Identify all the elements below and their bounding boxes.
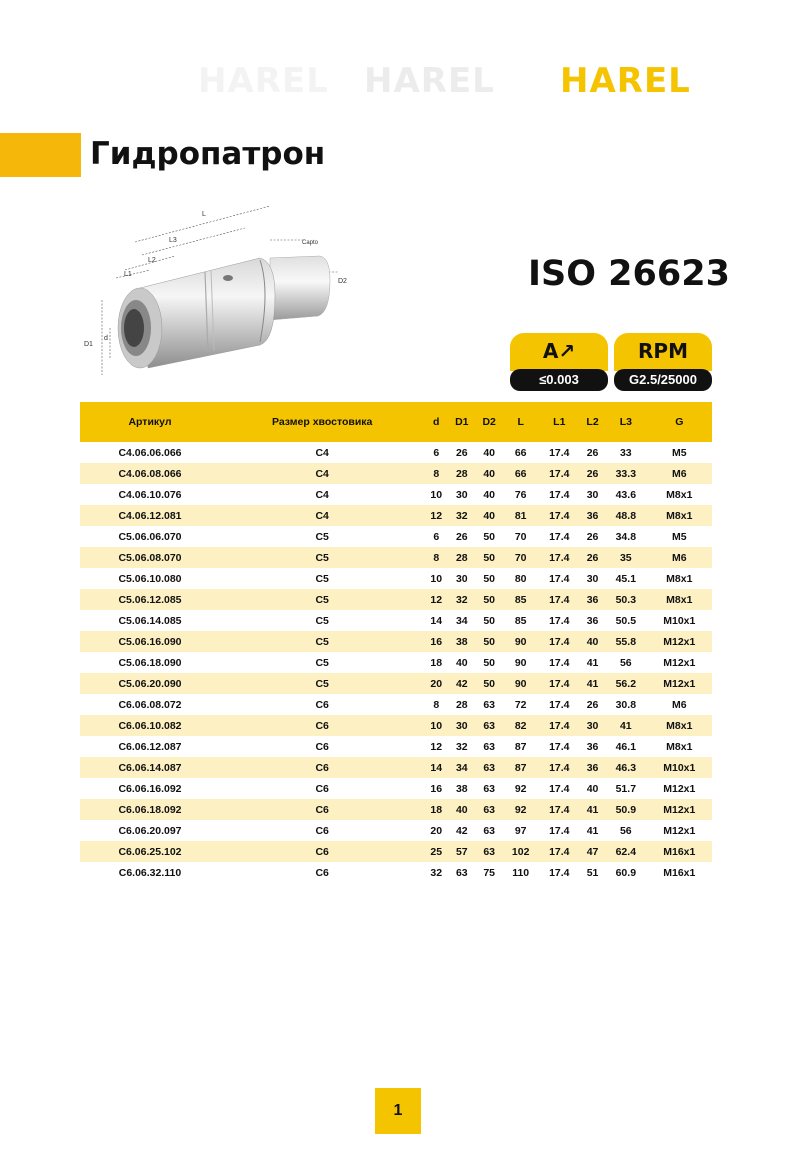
table-cell: 66 (514, 446, 527, 459)
table-cell: C6 (220, 757, 424, 778)
table-cell: C6 (315, 740, 329, 753)
table-cell: 87 (514, 740, 527, 753)
table-cell: 36 (586, 740, 599, 753)
col-header-d: d (424, 402, 448, 442)
table-cell: C4 (315, 446, 329, 459)
table-row (80, 799, 712, 820)
brand-logo: HAREL (560, 61, 691, 101)
table-cell: 90 (514, 656, 527, 669)
table-cell: C6.06.32.110 (118, 866, 182, 879)
table-cell: 110 (512, 866, 530, 879)
table-cell: M12x1 (663, 782, 696, 795)
table-cell: 63 (475, 799, 502, 820)
table-cell: C4.06.12.081 (80, 505, 220, 526)
table-cell: 18 (430, 656, 443, 669)
label-D2: D2 (338, 278, 347, 285)
table-cell: 17.4 (549, 530, 570, 543)
table-cell: 17.4 (549, 656, 570, 669)
table-cell: 40 (475, 505, 502, 526)
table-cell: 51 (586, 866, 599, 879)
table-cell: 17.4 (549, 740, 570, 753)
table-cell: 17.4 (549, 698, 570, 711)
table-cell: M8x1 (647, 715, 712, 736)
table-cell: C5.06.20.090 (80, 673, 220, 694)
page-number: 1 (375, 1088, 421, 1134)
table-cell: 40 (448, 799, 475, 820)
table-cell: 38 (448, 631, 475, 652)
table-cell: 12 (430, 740, 443, 753)
table-cell: 30.8 (615, 698, 637, 711)
col-header-L1: L1 (539, 402, 581, 442)
table-cell: 90 (503, 673, 539, 694)
table-cell: C6 (315, 698, 329, 711)
table-cell: 70 (503, 547, 539, 568)
table-cell: 34 (455, 614, 468, 627)
label-L1: L1 (124, 271, 132, 278)
table-cell: C6 (220, 841, 424, 862)
table-cell: 102 (503, 841, 539, 862)
table-cell: 50 (483, 656, 495, 669)
table-cell: 80 (514, 572, 527, 585)
table-cell: 26 (586, 698, 599, 711)
table-cell: 17.4 (549, 446, 570, 459)
table-cell: 32 (455, 740, 468, 753)
table-cell: 55.8 (605, 631, 647, 652)
table-cell: M6 (647, 547, 712, 568)
table-cell: 62.4 (605, 841, 647, 862)
table-cell: 56 (619, 656, 632, 669)
table-cell: C5.06.06.070 (118, 530, 182, 543)
table-cell: C5.06.14.085 (118, 614, 182, 627)
table-cell: 34.8 (615, 530, 637, 543)
accuracy-label: A↗ (542, 339, 576, 363)
table-cell: 32 (430, 866, 443, 879)
table-cell: 63 (475, 715, 502, 736)
table-row (80, 547, 712, 568)
col-header-D1: D1 (448, 402, 475, 442)
table-cell: 17.4 (549, 488, 570, 501)
table-cell: 17.4 (549, 572, 570, 585)
table-cell: M12x1 (663, 656, 696, 669)
table-cell: 48.8 (605, 505, 647, 526)
table-cell: 28 (448, 547, 475, 568)
table-cell: M10x1 (663, 614, 696, 627)
table-cell: M12x1 (647, 673, 712, 694)
table-row (80, 820, 712, 841)
table-cell: 46.3 (605, 757, 647, 778)
table-row (80, 463, 712, 484)
table-cell: 81 (503, 505, 539, 526)
table-cell: 14 (430, 614, 443, 627)
table-row (80, 862, 712, 883)
table-row (80, 694, 712, 715)
table-cell: 30 (455, 572, 468, 585)
table-cell: C4 (220, 463, 424, 484)
col-header-L3: L3 (605, 402, 647, 442)
label-L: L (202, 211, 206, 218)
table-cell: 17.4 (539, 631, 581, 652)
accuracy-value: ≤0.003 (510, 369, 608, 391)
table-cell: 41 (586, 656, 599, 669)
table-cell: 47 (580, 841, 605, 862)
table-cell: 40 (586, 782, 599, 795)
table-cell: 17.4 (539, 589, 581, 610)
table-cell: 46.1 (615, 740, 637, 753)
table-cell: M5 (672, 446, 687, 459)
brand-logo-faded-1: HAREL (198, 61, 329, 101)
table-cell: 76 (514, 488, 527, 501)
table-cell: 17.4 (539, 547, 581, 568)
table-cell: C5.06.08.070 (80, 547, 220, 568)
table-cell: C5.06.18.090 (118, 656, 182, 669)
table-row (80, 505, 712, 526)
table-row (80, 526, 712, 547)
table-cell: 28 (448, 463, 475, 484)
table-cell: 17.4 (549, 782, 570, 795)
table-cell: C6.06.10.082 (80, 715, 220, 736)
table-cell: 17.4 (549, 824, 570, 837)
label-d: d (104, 335, 108, 342)
table-cell: 40 (475, 463, 502, 484)
table-cell: 57 (448, 841, 475, 862)
table-cell: 41 (580, 799, 605, 820)
table-cell: 63 (483, 698, 495, 711)
table-cell: C6 (315, 782, 329, 795)
standard-label: ISO 26623 (528, 254, 730, 294)
table-cell: 26 (455, 446, 468, 459)
table-cell: C6.06.25.102 (80, 841, 220, 862)
table-cell: 87 (503, 757, 539, 778)
table-cell: 14 (424, 757, 448, 778)
table-cell: 30 (580, 715, 605, 736)
table-cell: M8x1 (666, 740, 693, 753)
table-cell: 40 (483, 488, 495, 501)
label-L3: L3 (169, 237, 177, 244)
table-cell: C4 (315, 488, 329, 501)
table-cell: M8x1 (666, 572, 693, 585)
table-cell: M12x1 (647, 631, 712, 652)
table-cell: 32 (448, 589, 475, 610)
table-cell: M6 (672, 698, 687, 711)
table-cell: 18 (424, 799, 448, 820)
table-cell: 12 (424, 505, 448, 526)
table-row (80, 715, 712, 736)
table-cell: 30 (586, 488, 599, 501)
table-cell: 63 (483, 782, 495, 795)
table-cell: 82 (503, 715, 539, 736)
spec-table (80, 402, 712, 883)
table-cell: 75 (483, 866, 495, 879)
table-cell: 38 (455, 782, 468, 795)
table-cell: 10 (430, 572, 443, 585)
table-cell: 20 (424, 673, 448, 694)
rpm-badge (614, 333, 712, 393)
table-cell: C6.06.12.087 (118, 740, 182, 753)
table-cell: 50.5 (615, 614, 637, 627)
col-header-L: L (503, 402, 539, 442)
table-cell: 17.4 (539, 715, 581, 736)
table-row (80, 631, 712, 652)
col-header-D2: D2 (475, 402, 502, 442)
table-cell: 6 (433, 530, 440, 543)
table-cell: 30 (448, 715, 475, 736)
table-row (80, 610, 712, 631)
table-cell: 45.1 (615, 572, 637, 585)
table-cell: 72 (514, 698, 527, 711)
table-cell: C6.06.20.097 (118, 824, 182, 837)
table-cell: M12x1 (663, 824, 696, 837)
brand-logo-faded-2: HAREL (364, 61, 495, 101)
table-cell: 40 (483, 446, 495, 459)
label-D1: D1 (84, 341, 93, 348)
table-cell: 17.4 (539, 463, 581, 484)
table-cell: 17.4 (549, 866, 570, 879)
col-header-article: Артикул (80, 402, 220, 442)
table-cell: 50.3 (605, 589, 647, 610)
rpm-value: G2.5/25000 (614, 369, 712, 391)
table-cell: C4.06.06.066 (118, 446, 182, 459)
table-cell: 20 (430, 824, 443, 837)
table-cell: 41 (580, 673, 605, 694)
table-cell: C5.06.16.090 (80, 631, 220, 652)
table-cell: C6 (220, 799, 424, 820)
table-cell: C4.06.08.066 (80, 463, 220, 484)
table-cell: C6.06.14.087 (80, 757, 220, 778)
table-cell: 10 (424, 715, 448, 736)
table-cell: 30 (455, 488, 468, 501)
table-cell: M10x1 (647, 757, 712, 778)
table-cell: C5 (220, 547, 424, 568)
table-row (80, 568, 712, 589)
table-cell: 35 (605, 547, 647, 568)
table-cell: 17.4 (549, 614, 570, 627)
table-cell: 40 (455, 656, 468, 669)
table-cell: 36 (580, 589, 605, 610)
table-cell: 17.4 (539, 505, 581, 526)
table-cell: C5 (315, 656, 329, 669)
table-cell: 41 (605, 715, 647, 736)
table-cell: 63 (455, 866, 468, 879)
holder-shank (270, 256, 330, 320)
table-cell: 28 (455, 698, 468, 711)
table-row (80, 484, 712, 505)
table-row (80, 673, 712, 694)
table-cell: 36 (580, 505, 605, 526)
table-cell: 26 (580, 547, 605, 568)
table-cell: 33 (619, 446, 632, 459)
table-cell: 70 (514, 530, 527, 543)
table-cell: 92 (503, 799, 539, 820)
table-cell: M6 (647, 463, 712, 484)
table-cell: 32 (448, 505, 475, 526)
table-cell: C4 (220, 505, 424, 526)
table-cell: 50 (483, 530, 495, 543)
table-cell: C4.06.10.076 (118, 488, 182, 501)
table-cell: C6.06.18.092 (80, 799, 220, 820)
table-cell: C5 (315, 572, 329, 585)
table-cell: 97 (514, 824, 527, 837)
table-cell: 17.4 (539, 673, 581, 694)
table-cell: C5.06.10.080 (118, 572, 182, 585)
table-row (80, 757, 712, 778)
table-cell: 8 (424, 547, 448, 568)
table-cell: 92 (514, 782, 527, 795)
table-cell: 25 (424, 841, 448, 862)
table-cell: 90 (503, 631, 539, 652)
table-cell: 43.6 (615, 488, 637, 501)
table-body (80, 442, 712, 883)
table-cell: 41 (586, 824, 599, 837)
table-cell: 63 (483, 824, 495, 837)
table-row (80, 442, 712, 463)
table-cell: C6 (315, 824, 329, 837)
table-cell: 63 (475, 841, 502, 862)
table-cell: C5 (220, 673, 424, 694)
table-cell: M5 (672, 530, 687, 543)
table-row (80, 589, 712, 610)
table-cell: M16x1 (663, 866, 696, 879)
table-row (80, 778, 712, 799)
table-cell: C6.06.08.072 (118, 698, 182, 711)
table-cell: 8 (433, 698, 440, 711)
col-header-L2: L2 (580, 402, 605, 442)
table-cell: 16 (424, 631, 448, 652)
table-cell: 26 (586, 446, 599, 459)
col-header-shank-size: Размер хвостовика (220, 402, 424, 442)
table-cell: M16x1 (647, 841, 712, 862)
table-cell: 50 (483, 614, 495, 627)
table-cell: 51.7 (615, 782, 637, 795)
title-accent-bar (0, 133, 81, 177)
table-cell: C5.06.12.085 (80, 589, 220, 610)
label-L2: L2 (148, 257, 156, 264)
accuracy-badge (510, 333, 608, 393)
table-cell: 30 (586, 572, 599, 585)
table-cell: 10 (430, 488, 443, 501)
table-header-row (80, 402, 712, 442)
table-cell: 50 (475, 631, 502, 652)
table-cell: 40 (580, 631, 605, 652)
label-capto: Capto (302, 240, 319, 246)
table-cell: C6 (315, 866, 329, 879)
table-cell: 50 (483, 572, 495, 585)
table-cell: 66 (503, 463, 539, 484)
table-cell: 60.9 (615, 866, 637, 879)
table-cell: M8x1 (647, 589, 712, 610)
table-cell: 34 (448, 757, 475, 778)
table-cell: 33.3 (605, 463, 647, 484)
table-cell: 50.9 (605, 799, 647, 820)
table-cell: 50 (475, 547, 502, 568)
page-title: Гидропатрон (90, 136, 326, 172)
table-cell: 12 (424, 589, 448, 610)
table-row (80, 736, 712, 757)
table-cell: 6 (433, 446, 440, 459)
table-row (80, 652, 712, 673)
table-cell: 26 (455, 530, 468, 543)
table-cell: M8x1 (647, 505, 712, 526)
table-cell: M12x1 (647, 799, 712, 820)
table-row (80, 841, 712, 862)
holder-nose (118, 288, 162, 368)
table-cell: 42 (455, 824, 468, 837)
table-cell: 42 (448, 673, 475, 694)
table-cell: 63 (475, 757, 502, 778)
table-cell: C6 (220, 715, 424, 736)
rpm-label: RPM (638, 339, 688, 363)
table-cell: 56.2 (605, 673, 647, 694)
table-cell: 85 (503, 589, 539, 610)
table-cell: 50 (475, 673, 502, 694)
table-cell: 36 (586, 614, 599, 627)
col-header-G: G (647, 402, 712, 442)
table-cell: 26 (580, 463, 605, 484)
table-cell: 26 (586, 530, 599, 543)
table-cell: 17.4 (539, 841, 581, 862)
table-cell: C6.06.16.092 (118, 782, 182, 795)
table-cell: C5 (220, 631, 424, 652)
table-cell: 63 (483, 740, 495, 753)
table-cell: C5 (220, 589, 424, 610)
table-cell: 17.4 (539, 799, 581, 820)
table-cell: 85 (514, 614, 527, 627)
table-cell: C5 (315, 530, 329, 543)
table-cell: 50 (475, 589, 502, 610)
table-cell: 56 (619, 824, 632, 837)
table-cell: 8 (424, 463, 448, 484)
table-cell: 36 (580, 757, 605, 778)
table-cell: 16 (430, 782, 443, 795)
table-cell: C5 (315, 614, 329, 627)
table-cell: M8x1 (666, 488, 693, 501)
table-cell: 17.4 (539, 757, 581, 778)
product-drawing (80, 200, 370, 390)
